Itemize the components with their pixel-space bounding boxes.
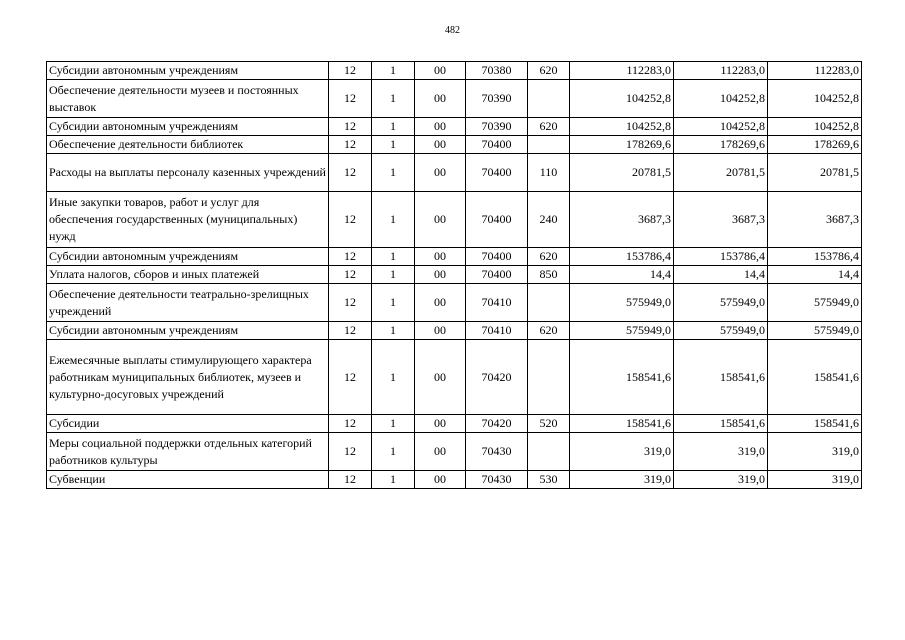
code-expense-type: 620 [528, 118, 570, 136]
code-subsection: 1 [372, 62, 415, 80]
amount-2: 20781,5 [674, 154, 768, 192]
amount-1: 104252,8 [570, 80, 674, 118]
code-expense-type: 620 [528, 248, 570, 266]
row-name: Субсидии автономным учреждениям [47, 62, 329, 80]
code-subsection: 1 [372, 322, 415, 340]
row-name: Субвенции [47, 471, 329, 489]
amount-2: 158541,6 [674, 340, 768, 415]
code-program: 00 [415, 433, 466, 471]
amount-1: 158541,6 [570, 340, 674, 415]
code-subsection: 1 [372, 284, 415, 322]
amount-3: 158541,6 [768, 415, 862, 433]
row-name: Расходы на выплаты персоналу казенных учреждений [47, 154, 329, 192]
row-name: Уплата налогов, сборов и иных платежей [47, 266, 329, 284]
code-program: 00 [415, 248, 466, 266]
code-section: 12 [329, 433, 372, 471]
code-section: 12 [329, 62, 372, 80]
code-target: 70380 [466, 62, 528, 80]
amount-3: 3687,3 [768, 192, 862, 248]
budget-table [46, 61, 862, 489]
code-subsection: 1 [372, 80, 415, 118]
code-program: 00 [415, 118, 466, 136]
amount-1: 104252,8 [570, 118, 674, 136]
row-name: Меры социальной поддержки отдельных категорий работников культуры [47, 433, 329, 471]
code-subsection: 1 [372, 118, 415, 136]
table-row [47, 118, 862, 136]
amount-3: 112283,0 [768, 62, 862, 80]
code-section: 12 [329, 154, 372, 192]
code-expense-type: 110 [528, 154, 570, 192]
code-target: 70400 [466, 154, 528, 192]
code-program: 00 [415, 322, 466, 340]
amount-1: 14,4 [570, 266, 674, 284]
code-expense-type: 520 [528, 415, 570, 433]
row-name: Обеспечение деятельности музеев и постоянных выставок [47, 80, 329, 118]
amount-3: 14,4 [768, 266, 862, 284]
code-expense-type: 850 [528, 266, 570, 284]
amount-3: 20781,5 [768, 154, 862, 192]
code-section: 12 [329, 284, 372, 322]
code-program: 00 [415, 192, 466, 248]
code-program: 00 [415, 415, 466, 433]
amount-3: 575949,0 [768, 284, 862, 322]
amount-2: 14,4 [674, 266, 768, 284]
code-section: 12 [329, 248, 372, 266]
row-name: Ежемесячные выплаты стимулирующего характера работникам муниципальных библиотек, музеев и культурно-досуговых учреждений [47, 340, 329, 415]
table-row [47, 248, 862, 266]
amount-1: 178269,6 [570, 136, 674, 154]
row-name: Субсидии автономным учреждениям [47, 322, 329, 340]
code-expense-type [528, 340, 570, 415]
amount-2: 319,0 [674, 433, 768, 471]
amount-1: 20781,5 [570, 154, 674, 192]
amount-2: 319,0 [674, 471, 768, 489]
amount-3: 158541,6 [768, 340, 862, 415]
table-row [47, 284, 862, 322]
table-row [47, 62, 862, 80]
code-section: 12 [329, 80, 372, 118]
row-name: Субсидии [47, 415, 329, 433]
table-row [47, 433, 862, 471]
code-subsection: 1 [372, 433, 415, 471]
code-target: 70390 [466, 80, 528, 118]
amount-1: 158541,6 [570, 415, 674, 433]
code-section: 12 [329, 471, 372, 489]
code-program: 00 [415, 471, 466, 489]
amount-1: 319,0 [570, 433, 674, 471]
code-subsection: 1 [372, 248, 415, 266]
amount-3: 575949,0 [768, 322, 862, 340]
amount-3: 104252,8 [768, 118, 862, 136]
amount-1: 319,0 [570, 471, 674, 489]
code-subsection: 1 [372, 415, 415, 433]
code-subsection: 1 [372, 154, 415, 192]
code-subsection: 1 [372, 471, 415, 489]
code-subsection: 1 [372, 192, 415, 248]
code-target: 70400 [466, 266, 528, 284]
code-program: 00 [415, 284, 466, 322]
code-subsection: 1 [372, 340, 415, 415]
code-expense-type [528, 80, 570, 118]
amount-2: 3687,3 [674, 192, 768, 248]
code-target: 70430 [466, 471, 528, 489]
code-subsection: 1 [372, 136, 415, 154]
code-program: 00 [415, 154, 466, 192]
row-name: Обеспечение деятельности библиотек [47, 136, 329, 154]
code-program: 00 [415, 266, 466, 284]
amount-1: 153786,4 [570, 248, 674, 266]
code-subsection: 1 [372, 266, 415, 284]
table-row [47, 80, 862, 118]
code-program: 00 [415, 62, 466, 80]
table-row [47, 192, 862, 248]
amount-2: 575949,0 [674, 322, 768, 340]
code-program: 00 [415, 340, 466, 415]
code-section: 12 [329, 266, 372, 284]
table-row [47, 415, 862, 433]
code-expense-type: 620 [528, 62, 570, 80]
page-number: 482 [445, 25, 460, 36]
code-target: 70430 [466, 433, 528, 471]
code-target: 70410 [466, 284, 528, 322]
code-program: 00 [415, 80, 466, 118]
code-section: 12 [329, 322, 372, 340]
code-target: 70400 [466, 248, 528, 266]
code-expense-type: 240 [528, 192, 570, 248]
amount-2: 178269,6 [674, 136, 768, 154]
amount-3: 319,0 [768, 471, 862, 489]
row-name: Обеспечение деятельности театрально-зрелищных учреждений [47, 284, 329, 322]
code-target: 70410 [466, 322, 528, 340]
table-row [47, 322, 862, 340]
amount-3: 153786,4 [768, 248, 862, 266]
code-expense-type: 620 [528, 322, 570, 340]
amount-2: 575949,0 [674, 284, 768, 322]
amount-1: 3687,3 [570, 192, 674, 248]
code-target: 70420 [466, 415, 528, 433]
amount-3: 319,0 [768, 433, 862, 471]
amount-3: 178269,6 [768, 136, 862, 154]
table-row [47, 340, 862, 415]
code-section: 12 [329, 192, 372, 248]
table-row [47, 471, 862, 489]
amount-1: 575949,0 [570, 322, 674, 340]
amount-3: 104252,8 [768, 80, 862, 118]
table-row [47, 154, 862, 192]
code-section: 12 [329, 136, 372, 154]
amount-2: 104252,8 [674, 118, 768, 136]
code-target: 70390 [466, 118, 528, 136]
code-section: 12 [329, 415, 372, 433]
amount-2: 158541,6 [674, 415, 768, 433]
code-expense-type [528, 284, 570, 322]
amount-2: 112283,0 [674, 62, 768, 80]
code-target: 70420 [466, 340, 528, 415]
amount-1: 112283,0 [570, 62, 674, 80]
code-section: 12 [329, 340, 372, 415]
row-name: Субсидии автономным учреждениям [47, 118, 329, 136]
row-name: Иные закупки товаров, работ и услуг для обеспечения государственных (муниципальных) нужд [47, 192, 329, 248]
code-expense-type [528, 433, 570, 471]
amount-2: 104252,8 [674, 80, 768, 118]
table-row [47, 136, 862, 154]
code-expense-type: 530 [528, 471, 570, 489]
code-target: 70400 [466, 136, 528, 154]
amount-1: 575949,0 [570, 284, 674, 322]
table-row [47, 266, 862, 284]
code-target: 70400 [466, 192, 528, 248]
code-program: 00 [415, 136, 466, 154]
amount-2: 153786,4 [674, 248, 768, 266]
row-name: Субсидии автономным учреждениям [47, 248, 329, 266]
code-expense-type [528, 136, 570, 154]
code-section: 12 [329, 118, 372, 136]
